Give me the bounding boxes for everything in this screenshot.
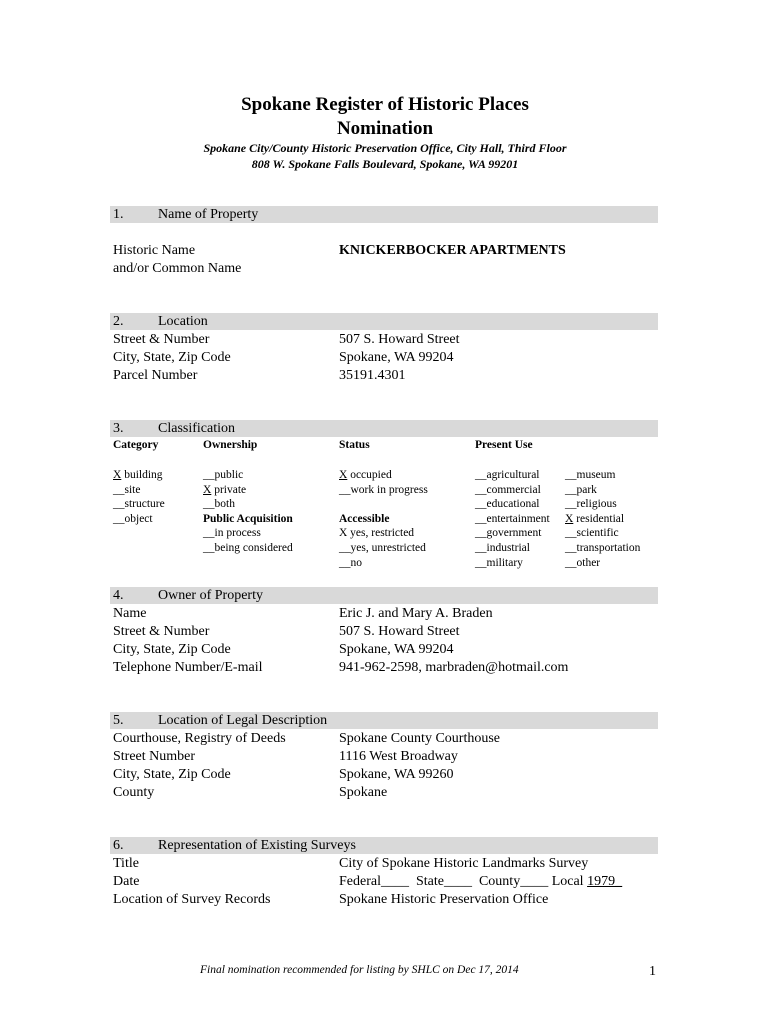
field-label: City, State, Zip Code <box>113 767 231 782</box>
field-label: Street & Number <box>113 332 210 347</box>
survey-labels <box>113 855 270 909</box>
field-label: Title <box>113 856 139 871</box>
field-label: City, State, Zip Code <box>113 642 231 657</box>
list-item: __park <box>565 483 597 496</box>
field-value: Spokane, WA 99204 <box>339 350 454 365</box>
footer-note: Final nomination recommended for listing by SHLC on Dec 17, 2014 <box>200 964 519 976</box>
section-6-header <box>110 837 658 854</box>
historic-name-value: KNICKERBOCKER APARTMENTS <box>339 243 566 258</box>
list-item: __religious <box>565 498 617 511</box>
list-item: __government <box>475 527 542 540</box>
section-title: Location of Legal Description <box>158 713 328 728</box>
office-name: Spokane City/County Historic Preservation Office, City Hall, Third Floor <box>203 141 567 155</box>
legal-description-labels <box>113 730 286 802</box>
list-item: __scientific <box>565 527 619 540</box>
survey-values <box>339 855 622 909</box>
section-number: 3. <box>113 421 124 436</box>
list-item: __industrial <box>475 541 530 554</box>
section-title: Owner of Property <box>158 588 263 603</box>
field-label: City, State, Zip Code <box>113 350 231 365</box>
field-value: Spokane, WA 99204 <box>339 642 454 657</box>
field-value: City of Spokane Historic Landmarks Survey <box>339 856 589 871</box>
field-value: Spokane, WA 99260 <box>339 767 454 782</box>
list-item: __in process <box>203 527 261 540</box>
field-value: Spokane <box>339 785 388 800</box>
legal-description-values <box>339 730 500 802</box>
field-label: Date <box>113 874 140 889</box>
status-list <box>339 468 428 570</box>
category-list <box>113 468 165 526</box>
list-item: __educational <box>475 498 540 511</box>
field-value: Spokane Historic Preservation Office <box>339 892 549 907</box>
field-label: Location of Survey Records <box>113 892 271 907</box>
col-header-ownership: Ownership <box>203 439 258 451</box>
section-number: 1. <box>113 207 124 222</box>
field-value: 507 S. Howard Street <box>339 332 460 347</box>
office-address: 808 W. Spokane Falls Boulevard, Spokane, WA 99201 <box>251 157 519 171</box>
field-value: Eric J. and Mary A. Braden <box>339 606 493 621</box>
section-5-header <box>110 712 658 729</box>
list-item: __object <box>113 512 153 525</box>
location-labels <box>113 331 231 385</box>
list-item: __both <box>203 498 235 511</box>
list-item: __site <box>113 483 141 496</box>
section-title: Location <box>158 314 208 329</box>
list-item: X building <box>113 469 163 481</box>
location-values <box>339 331 460 385</box>
list-item: X residential <box>565 512 625 525</box>
public-acquisition-label: Public Acquisition <box>203 512 293 525</box>
section-3-header <box>110 420 658 437</box>
list-item: __work in progress <box>339 483 428 496</box>
section-title: Representation of Existing Surveys <box>158 838 356 853</box>
present-use-list-1 <box>475 468 550 570</box>
field-value: 35191.4301 <box>339 368 406 383</box>
page-number: 1 <box>649 964 656 979</box>
field-value: 507 S. Howard Street <box>339 624 460 639</box>
list-item: X occupied <box>339 469 392 481</box>
list-item: __other <box>565 556 601 569</box>
section-1-header <box>110 206 658 223</box>
field-label: Street & Number <box>113 624 210 639</box>
accessible-label: Accessible <box>339 512 390 525</box>
list-item: __being considered <box>203 541 293 554</box>
section-title: Name of Property <box>158 207 259 222</box>
col-header-status: Status <box>339 439 370 451</box>
field-value: Spokane County Courthouse <box>339 731 500 746</box>
section-4-header <box>110 587 658 604</box>
list-item: __yes, unrestricted <box>339 541 426 554</box>
field-label: Telephone Number/E-mail <box>113 660 263 675</box>
list-item: __military <box>475 556 523 569</box>
owner-values <box>339 605 568 677</box>
list-item: X yes, restricted <box>339 527 415 540</box>
field-label: Name <box>113 606 147 621</box>
page-title-line2: Nomination <box>336 118 434 139</box>
col-header-present-use: Present Use <box>475 439 533 451</box>
list-item: __transportation <box>565 541 641 554</box>
common-name-label: and/or Common Name <box>113 261 242 276</box>
present-use-list-2 <box>565 468 640 570</box>
list-item: __structure <box>113 498 165 511</box>
page-title: Spokane Register of Historic Places <box>241 94 529 115</box>
list-item: __public <box>203 469 244 481</box>
field-label: Parcel Number <box>113 368 198 383</box>
field-value: 941-962-2598, marbraden@hotmail.com <box>339 660 569 675</box>
list-item: __no <box>339 556 362 569</box>
field-label: Courthouse, Registry of Deeds <box>113 731 286 746</box>
field-label: County <box>113 785 155 800</box>
list-item: __museum <box>565 469 616 481</box>
ownership-list <box>203 468 293 556</box>
list-item: __commercial <box>475 483 541 496</box>
section-2-header <box>110 313 658 330</box>
section-title: Classification <box>158 421 235 436</box>
list-item: X private <box>203 483 247 496</box>
survey-date-value: Federal____ State____ County____ Local 1979_ <box>339 874 623 889</box>
section-number: 4. <box>113 588 124 603</box>
section-number: 5. <box>113 713 124 728</box>
field-value: 1116 West Broadway <box>339 749 458 764</box>
list-item: __entertainment <box>475 512 550 525</box>
col-header-category: Category <box>113 439 159 451</box>
list-item: __agricultural <box>475 469 540 481</box>
field-label: Street Number <box>113 749 196 764</box>
section-number: 2. <box>113 314 124 329</box>
owner-labels <box>113 605 262 677</box>
section-number: 6. <box>113 838 124 853</box>
historic-name-label: Historic Name <box>113 243 196 258</box>
